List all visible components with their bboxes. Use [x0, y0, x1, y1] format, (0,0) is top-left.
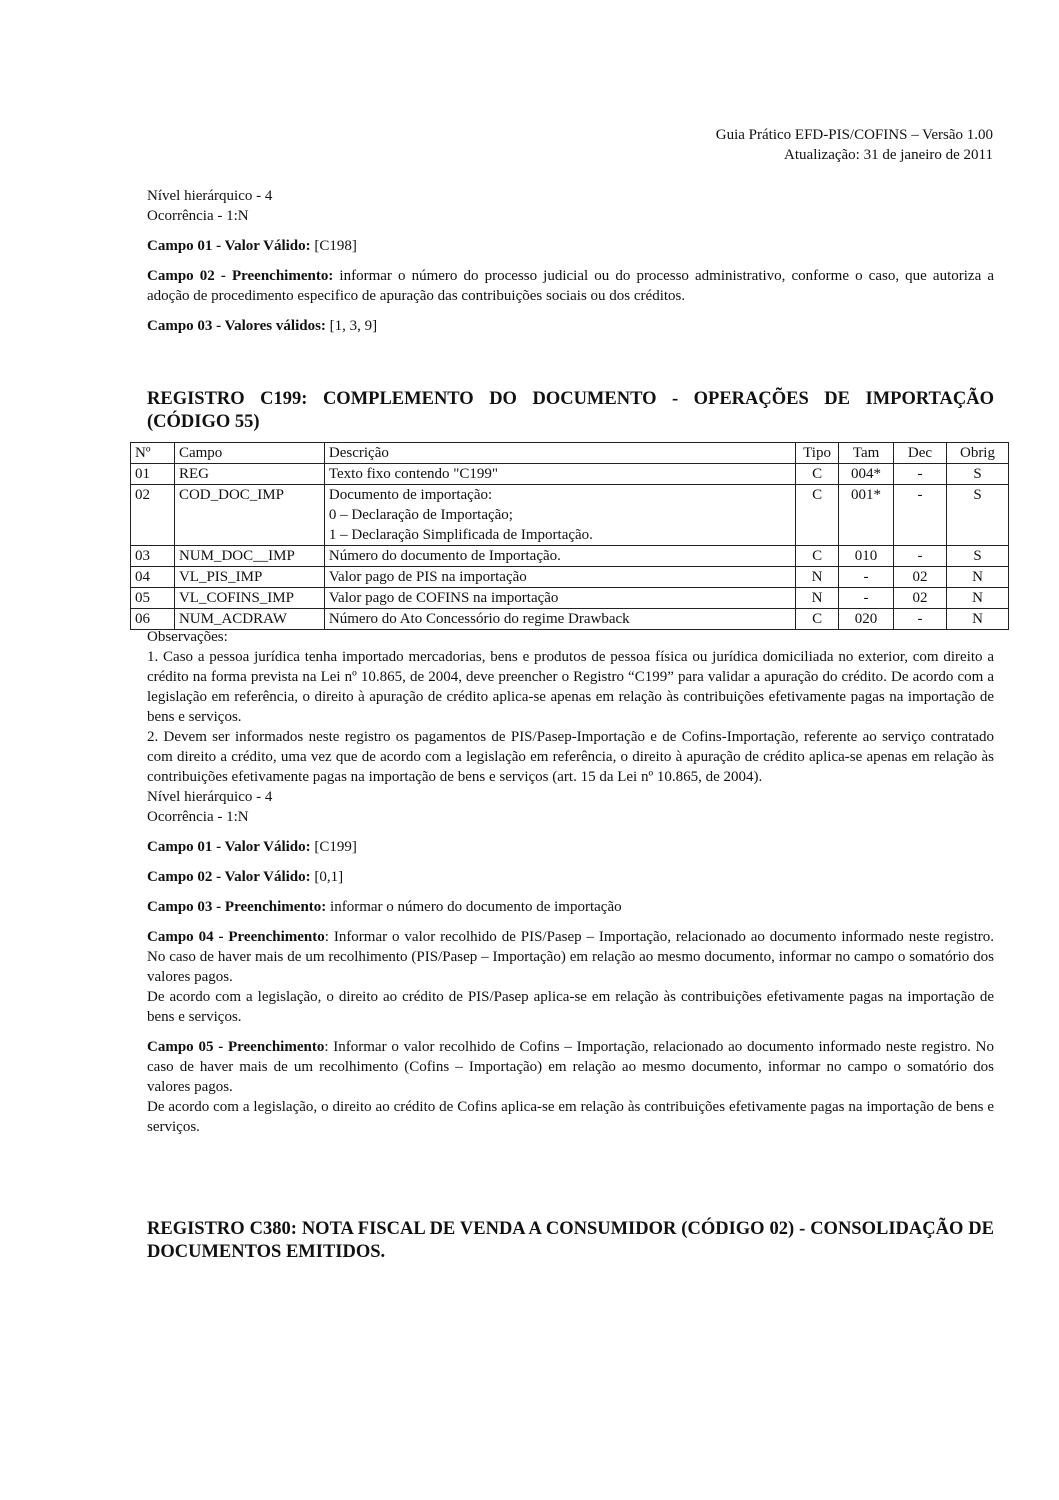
cell-no: 01	[131, 464, 175, 485]
cell-tipo: N	[796, 588, 839, 609]
desc-line: Texto fixo contendo "C199"	[328, 466, 498, 482]
cell-dec: -	[894, 546, 947, 567]
cell-obrig: N	[946, 609, 1008, 630]
desc-line: Valor pago de COFINS na importação	[328, 590, 559, 606]
cell-dec: 02	[894, 567, 947, 588]
campo-04-note: De acordo com a legislação, o direito ao crédito de PIS/Pasep aplica-se em relação às contribuições efetivamente pagas na importação de bens e serviços.	[147, 989, 994, 1025]
cell-no: 03	[131, 546, 175, 567]
campo-label: Campo 04 - Preenchimento	[147, 929, 325, 945]
desc-line: Documento de importação:	[328, 487, 493, 503]
cell-campo: NUM_DOC__IMP	[174, 546, 324, 567]
campo-text: [0,1]	[310, 869, 344, 885]
nivel-hierarquico: Nível hierárquico - 4	[147, 188, 273, 204]
cell-dec: 02	[894, 588, 947, 609]
cell-no: 02	[131, 485, 175, 546]
cell-tam: -	[839, 567, 894, 588]
campo-02	[147, 266, 994, 306]
th-tipo: Tipo	[796, 443, 839, 464]
observacao-1: 1. Caso a pessoa jurídica tenha importado mercadorias, bens e produtos de pessoa física ou jurídica domiciliada no exterior, com direito a crédito na forma prevista na Lei nº 10.865, de 2004, deve preencher o Registro “C199” para validar a apuração do crédito. De acordo com a legislação em referência, o direito à apuração de crédito aplica-se apenas em relação às contribuições efetivamente pagas na importação de bens e serviços.	[147, 649, 994, 725]
table-row	[131, 546, 1009, 567]
cell-descricao	[324, 567, 795, 588]
c199-table	[130, 442, 1009, 630]
section-title-c380: REGISTRO C380: NOTA FISCAL DE VENDA A CONSUMIDOR (CÓDIGO 02) - CONSOLIDAÇÃO DE DOCUMENTOS EMITIDOS.	[147, 1219, 994, 1262]
table-row	[131, 588, 1009, 609]
campo-label: Campo 02 - Preenchimento:	[147, 268, 334, 284]
header-guide-title: Guia Prático EFD-PIS/COFINS – Versão 1.00	[715, 127, 993, 143]
cell-no: 06	[131, 609, 175, 630]
cell-dec: -	[894, 464, 947, 485]
observacoes-title: Observações:	[147, 629, 228, 645]
campo-text: [C198]	[310, 238, 357, 254]
desc-line: Valor pago de PIS na importação	[328, 569, 527, 585]
table-row	[131, 485, 1009, 546]
cell-campo: VL_PIS_IMP	[174, 567, 324, 588]
cell-tipo: C	[796, 464, 839, 485]
section-title-c199: REGISTRO C199: COMPLEMENTO DO DOCUMENTO - OPERAÇÕES DE IMPORTAÇÃO (CÓDIGO 55)	[147, 389, 994, 432]
th-descricao: Descrição	[324, 443, 795, 464]
campo-label: Campo 03 - Preenchimento:	[147, 899, 327, 915]
cell-dec: -	[894, 609, 947, 630]
cell-descricao	[324, 546, 795, 567]
campo-text: : Informar o valor recolhido de PIS/Pasep – Importação, relacionado ao documento informado neste registro. No caso de haver mais de um recolhimento (PIS/Pasep – Importação) em relação ao mesmo documento, informar no campo o somatório dos valores pagos.	[147, 929, 995, 985]
table-row	[131, 464, 1009, 485]
campo-label: Campo 02 - Valor Válido:	[147, 869, 311, 885]
top-section	[147, 186, 994, 336]
campo-03	[147, 316, 994, 336]
cell-tam: 020	[839, 609, 894, 630]
page-header	[716, 125, 993, 165]
campo-01	[147, 837, 994, 857]
campo-label: Campo 03 - Valores válidos:	[147, 318, 326, 334]
th-dec: Dec	[894, 443, 947, 464]
cell-dec: -	[894, 485, 947, 546]
cell-obrig: N	[946, 588, 1008, 609]
cell-tipo: N	[796, 567, 839, 588]
campo-01	[147, 236, 994, 256]
cell-descricao	[324, 464, 795, 485]
ocorrencia: Ocorrência - 1:N	[147, 809, 249, 825]
observacao-2: 2. Devem ser informados neste registro os pagamentos de PIS/Pasep-Importação e de Cofins-Importação, referente ao serviço contratado com direito a crédito, uma vez que de acordo com a legislação em referência, o direito à apuração de crédito aplica-se apenas em relação às contribuições efetivamente pagas na importação de bens e serviços (art. 15 da Lei nº 10.865, de 2004).	[147, 729, 994, 785]
cell-obrig: S	[946, 464, 1008, 485]
cell-descricao	[324, 588, 795, 609]
campo-text: [1, 3, 9]	[325, 318, 378, 334]
desc-line: 0 – Declaração de Importação;	[328, 507, 513, 523]
desc-line: Número do Ato Concessório do regime Drawback	[328, 611, 630, 627]
campo-05-note: De acordo com a legislação, o direito ao crédito de Cofins aplica-se em relação às contribuições efetivamente pagas na importação de bens e serviços.	[147, 1099, 994, 1135]
cell-descricao	[324, 485, 795, 546]
campo-label: Campo 01 - Valor Válido:	[147, 839, 311, 855]
campo-label: Campo 05 - Preenchimento	[147, 1039, 325, 1055]
header-update-date: Atualização: 31 de janeiro de 2011	[784, 147, 993, 163]
campo-04	[147, 927, 994, 987]
cell-campo: NUM_ACDRAW	[174, 609, 324, 630]
c380-heading-block	[147, 1218, 994, 1264]
cell-tam: 010	[839, 546, 894, 567]
c199-heading-block	[147, 388, 994, 434]
campo-02	[147, 867, 994, 887]
desc-line: 1 – Declaração Simplificada de Importação.	[328, 527, 593, 543]
cell-campo: REG	[174, 464, 324, 485]
cell-tipo: C	[796, 485, 839, 546]
cell-tipo: C	[796, 609, 839, 630]
desc-line: Número do documento de Importação.	[328, 548, 561, 564]
cell-tipo: C	[796, 546, 839, 567]
th-tam: Tam	[839, 443, 894, 464]
cell-obrig: S	[946, 546, 1008, 567]
cell-no: 04	[131, 567, 175, 588]
campo-label: Campo 01 - Valor Válido:	[147, 238, 311, 254]
campo-text: : Informar o valor recolhido de Cofins – Importação, relacionado ao documento informado neste registro. No caso de haver mais de um recolhimento (Cofins – Importação) em relação ao mesmo documento, informar no campo o somatório dos valores pagos.	[147, 1039, 995, 1095]
cell-campo: VL_COFINS_IMP	[174, 588, 324, 609]
th-obrig: Obrig	[946, 443, 1008, 464]
table-row	[131, 567, 1009, 588]
nivel-hierarquico: Nível hierárquico - 4	[147, 789, 273, 805]
campo-text: informar o número do processo judicial ou do processo administrativo, conforme o caso, que autoriza a adoção de procedimento especifico de apuração das contribuições sociais ou dos créditos.	[147, 268, 994, 304]
th-no: Nº	[131, 443, 175, 464]
table-header-row	[131, 443, 1009, 464]
campo-05	[147, 1037, 994, 1097]
campo-text: informar o número do documento de importação	[326, 899, 622, 915]
cell-tam: 001*	[839, 485, 894, 546]
c199-observations	[147, 627, 994, 1137]
ocorrencia: Ocorrência - 1:N	[147, 208, 249, 224]
cell-obrig: S	[946, 485, 1008, 546]
cell-campo: COD_DOC_IMP	[174, 485, 324, 546]
campo-03	[147, 897, 994, 917]
cell-no: 05	[131, 588, 175, 609]
cell-obrig: N	[946, 567, 1008, 588]
cell-tam: 004*	[839, 464, 894, 485]
campo-text: [C199]	[310, 839, 357, 855]
th-campo: Campo	[174, 443, 324, 464]
cell-tam: -	[839, 588, 894, 609]
